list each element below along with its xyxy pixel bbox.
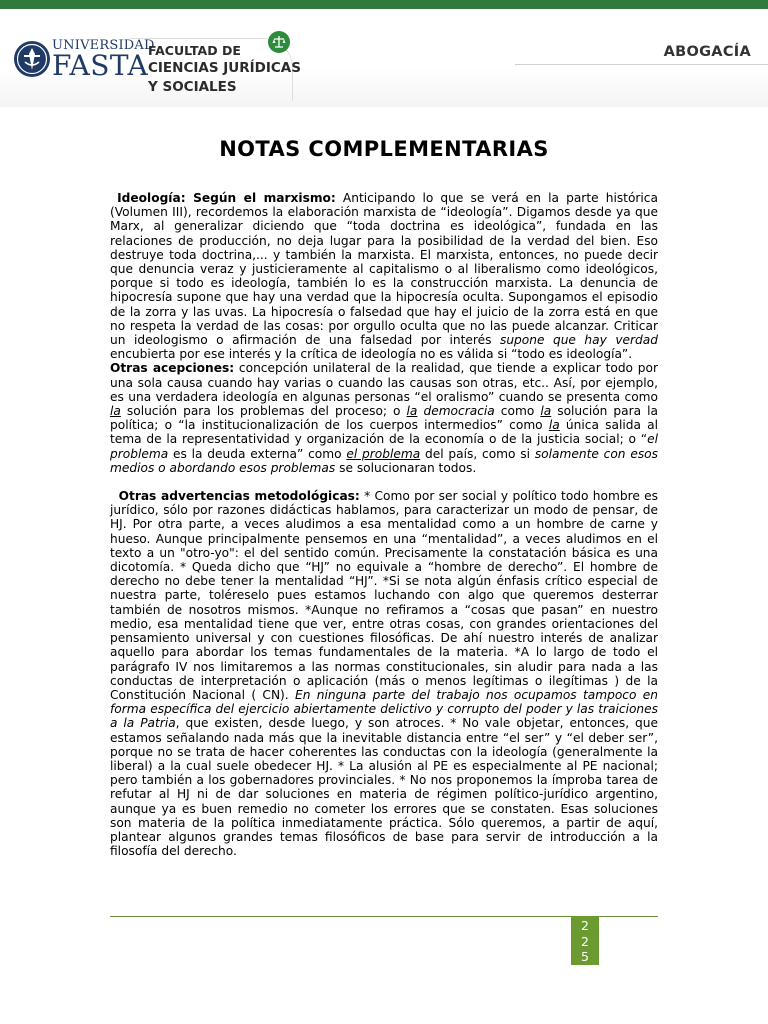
text-segment: solución para los problemas del proceso; o (120, 404, 407, 419)
emphasis-text: supone que hay verdad (499, 333, 658, 348)
page-number-digit: 5 (581, 949, 589, 964)
emphasis-text: la (548, 418, 560, 433)
emphasis-text: democracia (423, 404, 495, 419)
text-segment: como (494, 404, 541, 419)
emphasis-text: el problema (110, 432, 658, 461)
header-rule (515, 64, 768, 65)
emphasis-text: En ninguna parte del trabajo nos ocupamos tampoco en forma específica del ejercicio abiertamente delictivo y corrupto del poder y las traiciones a la Patria (110, 687, 658, 731)
page-number-badge (571, 916, 599, 965)
heading-ideologia: Ideología: Según el marxismo: (117, 191, 336, 205)
faculty-line-1: FACULTAD DE (148, 43, 241, 58)
text-segment: * Como por ser social y político todo hombre es jurídico, sólo por razones didácticas hablamos, para caracterizar un modo de pensar, de HJ. Por otra parte, a veces aludimos a esa mentalidad como a un hombre de carne y hueso. Aunque principalmente pensemos en una “mentalidad”, a veces aludimos en el texto a un "otro-yo": el del sentido común. Precisamente la constatación básica es una dicotomía. * Queda dicho que “HJ” no equivale a “hombre de derecho”. El hombre de derecho no debe tener la mentalidad “HJ”. *Si se nota algún énfasis crítico especial de nuestra parte, toléreselo pues estamos luchando con algo que queremos desterrar también de nosotros mismos. *Aunque no refiramos a “cosas que pasan” en nuestro medio, esa mentalidad tiene que ver, entre otras cosas, con grandes orientaciones del pensamiento universal y con cuestiones filosóficas. De ahí nuestro interés de analizar aquello para abordar los temas fundamentales de la materia. *A lo largo de todo el parágrafo IV nos limitaremos a las normas constitucionales, sin aludir para nada a las conductas de interpretación o aplicación (más o menos legítimas o ilegítimas ) de la Constitución Nacional ( CN). (110, 489, 658, 702)
paragraph-otras-acepciones (110, 361, 658, 475)
paragraph-ideologia (110, 191, 658, 361)
university-logo-text (52, 38, 155, 82)
career-label: ABOGACÍA (663, 44, 751, 60)
university-seal-icon (13, 40, 51, 78)
university-name: FASTA (52, 49, 149, 82)
text-segment: única salida al tema de la representatividad y organización de la economía o de la justicia social; o “ (110, 418, 658, 447)
text-segment: concepción unilateral de la realidad, que tiende a explicar todo por una sola causa cuando hay varias o cuando las causas son otras, etc.. Así, por ejemplo, es una verdadera ideología en algunas personas “el oralismo” cuando se presenta como (110, 361, 659, 404)
paragraph-advertencias (110, 489, 658, 858)
university-label: UNIVERSIDAD (52, 38, 155, 53)
text-segment: solución para la política; o “la institucionalización de los cuerpos intermedios” como (110, 404, 659, 433)
text-segment: Anticipando lo que se verá en la parte histórica (Volumen III), recordemos la elaboración marxista de “ideología”. Digamos desde ya que Marx, al generalizar diciendo que “toda doctrina es ideológica”, fundada en las relaciones de producción, no deja lugar para la posibilidad de la verdad del bien. Eso destruye toda doctrina,... y también la marxista. El marxista, entonces, no puede decir que denuncia veraz y justicieramente al capitalismo o al liberalismo como ideológicos, porque si todo es ideología, también lo es la construcción marxista. La denuncia de hipocresía supone que hay una verdad que la hipocresía oculta. Supongamos el episodio de la zorra y las uvas. La hipocresía o falsedad que hay el juicio de la zorra está en que no respeta la verdad de las cosas: por orgullo oculta que no las puede alcanzar. Criticar un ideologismo o afirmación de una falsedad por interés (110, 191, 658, 348)
faculty-line-2: CIENCIAS JURÍDICAS (148, 60, 301, 76)
text-segment: del país, como si (420, 446, 535, 461)
faculty-line-3: Y SOCIALES (148, 79, 237, 95)
emphasis-text: la (406, 404, 418, 419)
text-segment: , que existen, desde luego, y son atroces. * No vale objetar, entonces, que estamos señalando nada más que la inevitable distancia entre “el ser” y “el deber ser”, porque no se trata de hacer coherentes las conductas con la ideología (generalmente la liberal) a la cual suele obedecer HJ. * La alusión al PE es especialmente al PE nacional; pero también a los gobernadores provinciales. * No nos proponemos la ímproba tarea de refutar al HJ ni de dar soluciones en materia de régimen político-jurídico argentino, aunque ya es buen remedio no cometer los errores que se constaten. Esas soluciones son materia de la política inmediatamente práctica. Sólo queremos, a partir de aquí, plantear algunos grandes temas filosóficos de base para servir de introducción a la filosofía del derecho. (110, 716, 658, 859)
emphasis-text: la (110, 404, 121, 419)
page-title: NOTAS COMPLEMENTARIAS (219, 137, 549, 161)
text-segment: es la deuda externa” como (168, 446, 347, 461)
text-segment: se solucionaran todos. (335, 460, 477, 475)
scales-of-justice-icon (268, 31, 290, 53)
top-accent-bar (0, 0, 768, 9)
emphasis-text: solamente con esos medios o abordando esos problemas (110, 446, 658, 475)
page-number-digit: 2 (581, 918, 589, 933)
page-number-digit: 2 (581, 933, 589, 949)
emphasis-text: la (540, 404, 552, 419)
text-segment: encubierta por ese interés y la crítica de ideología no es válida si “todo es ideología”. (110, 347, 633, 362)
paragraph-spacer (110, 475, 658, 489)
heading-advertencias: Otras advertencias metodológicas: (118, 489, 360, 504)
document-body (110, 191, 658, 858)
heading-otras-acepciones: Otras acepciones: (110, 361, 235, 376)
emphasis-text: el problema (346, 446, 421, 461)
